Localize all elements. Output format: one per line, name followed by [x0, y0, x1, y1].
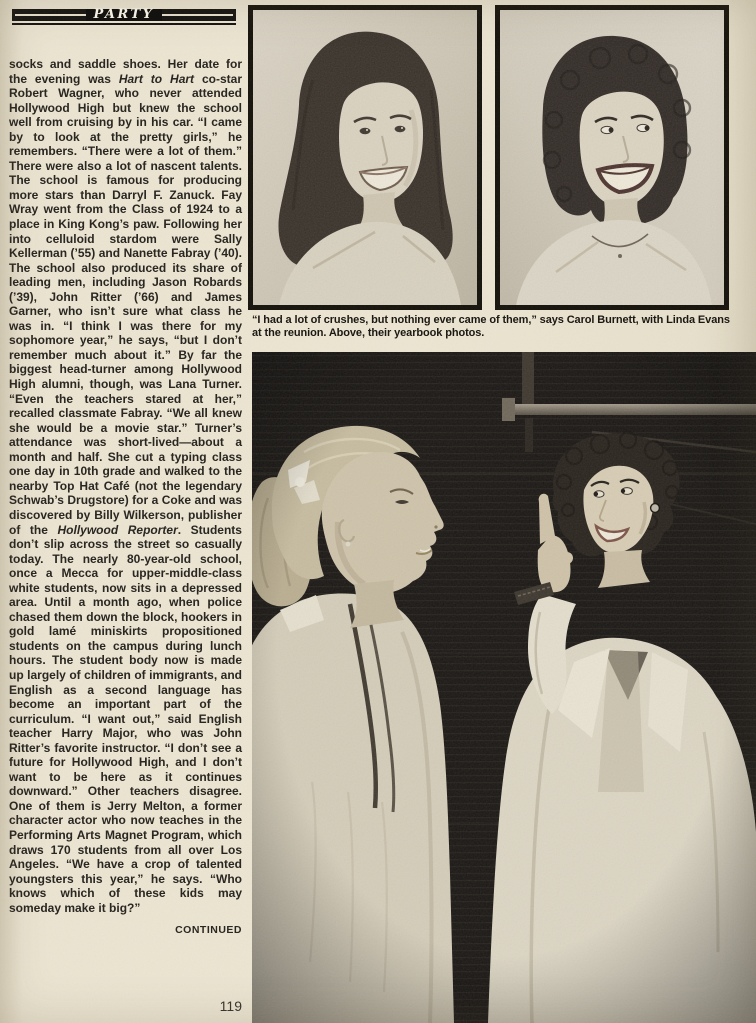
section-title: PARTY	[86, 9, 163, 21]
reunion-photo	[252, 352, 756, 1023]
photo-caption: “I had a lot of crushes, but nothing ever came of them,” says Carol Burnett, with Linda Evans at the reunion. Above, their yearbook photos.	[252, 314, 730, 340]
page-number: 119	[219, 998, 242, 1014]
article-text: socks and saddle shoes. Her date for the evening was Hart to Hart co-star Robert Wagner, who never attended Hollywood High but knew the school well from cruising by in his car. “I came by to look at the pretty girls,” he remembers. “There were a lot of them.” There were also a lot of nascent talents. The school is famous for producing more stars than Darryl F. Zanuck. Fay Wray went from the Class of 1924 to a place in King Kong’s paw. Following her into celluloid stardom were Sally Kellerman (’55) and Nanette Fabray (’40). The school also produced its share of leading men, including Jason Robards (’39), John Ritter (’66) and James Garner, who isn’t sure what class he was in. “I think I was there for my sophomore year,” he says, “but I don’t remember much about it.” By far the biggest head-turner among Hollywood High alumni, though, was Lana Turner. “Even the teachers stared at her,” recalled classmate Fabray. “We all knew she would be a movie star.” Turner’s attendance was short-lived—about a month and half. She cut a typing class one day in 10th grade and walked to the nearby Top Hat Café (not the legendary Schwab’s Drugstore) for a Coke and was discovered by Billy Wilkerson, publisher of the Hollywood Reporter. Students don’t slip across the street so casually today. The nearly 80-year-old school, once a Mecca for upper-middle-class white students, now sits in a depressed area. Until a month ago, when police chased them down the block, hookers in gold lamé miniskirts propositioned students on the campus during lunch hours. The student body now is made up largely of children of immigrants, and English as a second language has become an important part of the curriculum. “I want out,” said English teacher Harry Major, who was John Ritter’s favorite instructor. “I don’t see a future for Hollywood High, and I don’t want to be here as it continues downward.” Other teachers disagree. One of them is Jerry Melton, a former character actor who now teaches in the Performing Arts Magnet Program, which draws 170 students from all over Los Angeles. “We have a crop of talented youngsters this year,” he says. “Who knows which of these kids may someday make it big?”	[9, 57, 242, 915]
yearbook-linda-illustration	[253, 10, 477, 305]
section-banner	[12, 9, 236, 21]
article-column	[9, 57, 242, 936]
yearbook-photo-carol-burnett	[495, 5, 729, 310]
continued-label: CONTINUED	[175, 924, 242, 937]
reunion-illustration	[252, 352, 756, 1023]
yearbook-photo-linda-evans	[248, 5, 482, 310]
yearbook-carol-illustration	[500, 10, 724, 305]
banner-underline	[12, 23, 236, 25]
